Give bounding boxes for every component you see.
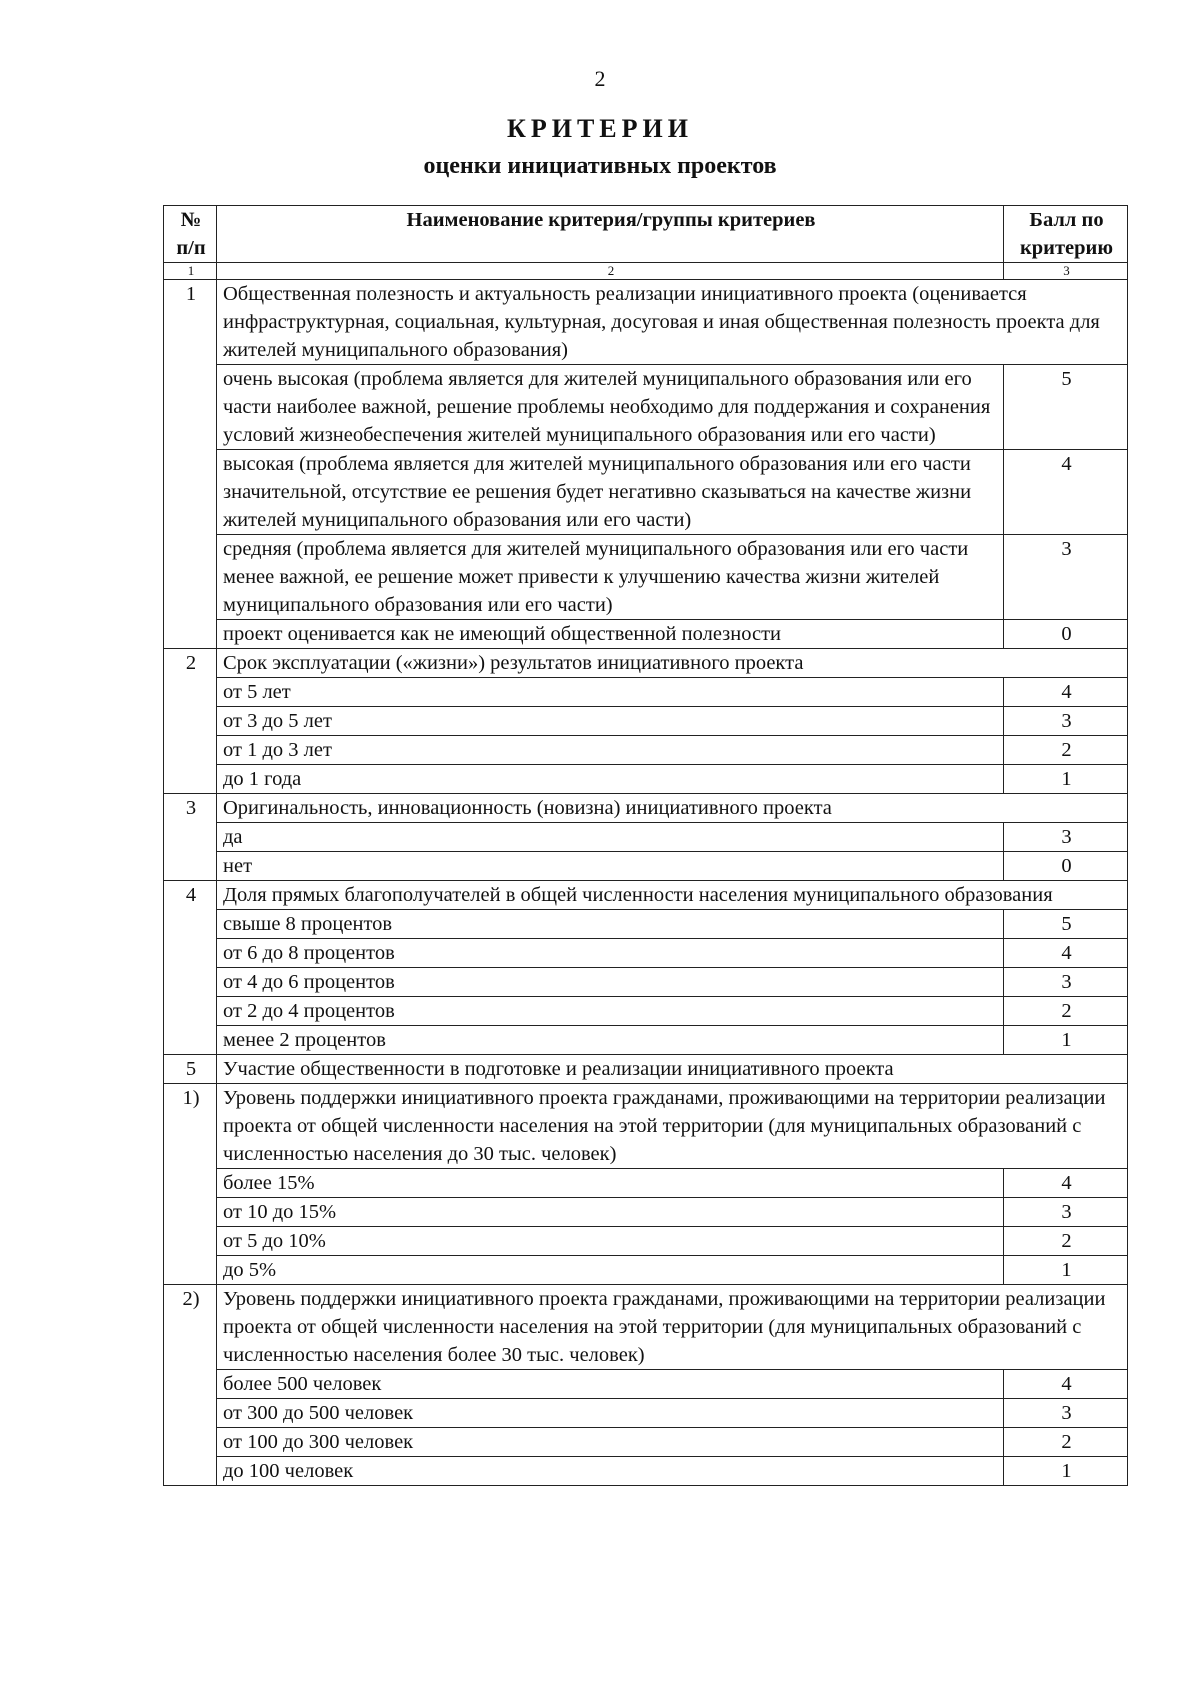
criterion-group-row xyxy=(164,280,1128,365)
criterion-item-row xyxy=(164,620,1128,649)
criterion-group-row xyxy=(164,1055,1128,1084)
criteria-table-body xyxy=(164,206,1128,1486)
criterion-group-name: Уровень поддержки инициативного проекта гражданами, проживающими на территории реализации проекта от общей численности населения на этой территории (для муниципальных образований с численностью населения до 30 тыс. человек) xyxy=(217,1084,1128,1169)
criterion-score: 3 xyxy=(1004,968,1128,997)
header-number: № п/п xyxy=(164,206,217,263)
criterion-item-name: более 15% xyxy=(217,1169,1004,1198)
criterion-score: 1 xyxy=(1004,1256,1128,1285)
criterion-item-name: нет xyxy=(217,852,1004,881)
table-header-row xyxy=(164,206,1128,263)
criterion-item-name: от 10 до 15% xyxy=(217,1198,1004,1227)
column-numbers-row xyxy=(164,263,1128,280)
criterion-item-name: от 5 до 10% xyxy=(217,1227,1004,1256)
criterion-item-row xyxy=(164,1256,1128,1285)
criterion-item-row xyxy=(164,535,1128,620)
criterion-group-name: Срок эксплуатации («жизни») результатов инициативного проекта xyxy=(217,649,1128,678)
criterion-item-row xyxy=(164,707,1128,736)
criterion-group-name: Уровень поддержки инициативного проекта гражданами, проживающими на территории реализации проекта от общей численности населения на этой территории (для муниципальных образований с численностью населения более 30 тыс. человек) xyxy=(217,1285,1128,1370)
criterion-group-row xyxy=(164,881,1128,910)
criterion-item-row xyxy=(164,450,1128,535)
criterion-item-name: да xyxy=(217,823,1004,852)
criterion-score: 2 xyxy=(1004,736,1128,765)
criterion-score: 1 xyxy=(1004,1026,1128,1055)
column-number: 3 xyxy=(1004,263,1128,280)
column-number: 2 xyxy=(217,263,1004,280)
criterion-item-row xyxy=(164,365,1128,450)
criterion-group-name: Доля прямых благополучателей в общей численности населения муниципального образования xyxy=(217,881,1128,910)
criterion-score: 4 xyxy=(1004,450,1128,535)
criterion-item-name: от 1 до 3 лет xyxy=(217,736,1004,765)
criterion-item-name: до 100 человек xyxy=(217,1457,1004,1486)
page-number: 2 xyxy=(594,66,606,91)
criterion-score: 4 xyxy=(1004,1370,1128,1399)
criterion-group-row xyxy=(164,1285,1128,1370)
criterion-item-row xyxy=(164,1169,1128,1198)
criterion-item-row xyxy=(164,736,1128,765)
criterion-item-row xyxy=(164,1227,1128,1256)
criterion-item-name: до 5% xyxy=(217,1256,1004,1285)
criterion-item-row xyxy=(164,1457,1128,1486)
criterion-item-name: от 4 до 6 процентов xyxy=(217,968,1004,997)
criterion-score: 5 xyxy=(1004,365,1128,450)
criterion-item-row xyxy=(164,823,1128,852)
criterion-group-row xyxy=(164,1084,1128,1169)
document-subtitle: оценки инициативных проектов xyxy=(423,153,777,179)
criterion-item-row xyxy=(164,678,1128,707)
criterion-item-name: от 3 до 5 лет xyxy=(217,707,1004,736)
criterion-item-name: свыше 8 процентов xyxy=(217,910,1004,939)
criterion-item-row xyxy=(164,1370,1128,1399)
criterion-item-row xyxy=(164,1198,1128,1227)
criterion-number: 1 xyxy=(164,280,217,649)
criterion-group-name: Оригинальность, инновационность (новизна) инициативного проекта xyxy=(217,794,1128,823)
header-name: Наименование критерия/группы критериев xyxy=(217,206,1004,263)
criterion-item-name: от 300 до 500 человек xyxy=(217,1399,1004,1428)
criterion-score: 2 xyxy=(1004,1428,1128,1457)
criterion-number: 3 xyxy=(164,794,217,881)
criterion-item-name: проект оценивается как не имеющий общественной полезности xyxy=(217,620,1004,649)
criterion-number: 1) xyxy=(164,1084,217,1285)
criterion-score: 3 xyxy=(1004,1198,1128,1227)
criterion-item-row xyxy=(164,997,1128,1026)
criterion-score: 5 xyxy=(1004,910,1128,939)
criterion-item-name: средняя (проблема является для жителей муниципального образования или его части менее важной, ее решение может привести к улучшению качества жизни жителей муниципального образования или его части) xyxy=(217,535,1004,620)
criterion-item-row xyxy=(164,1026,1128,1055)
criterion-score: 2 xyxy=(1004,1227,1128,1256)
criterion-group-row xyxy=(164,649,1128,678)
criteria-table xyxy=(163,205,1128,1486)
criterion-score: 3 xyxy=(1004,823,1128,852)
criterion-group-row xyxy=(164,794,1128,823)
header-score: Балл по критерию xyxy=(1004,206,1128,263)
criterion-score: 4 xyxy=(1004,939,1128,968)
criterion-item-name: до 1 года xyxy=(217,765,1004,794)
criterion-item-name: от 5 лет xyxy=(217,678,1004,707)
column-number: 1 xyxy=(164,263,217,280)
document-title: КРИТЕРИИ xyxy=(507,114,693,143)
criterion-item-row xyxy=(164,852,1128,881)
criterion-item-name: очень высокая (проблема является для жителей муниципального образования или его части наиболее важной, решение проблемы необходимо для поддержания и сохранения условий жизнеобеспечения жителей муниципального образования или его части) xyxy=(217,365,1004,450)
criterion-number: 4 xyxy=(164,881,217,1055)
criterion-item-row xyxy=(164,765,1128,794)
criterion-group-name: Участие общественности в подготовке и реализации инициативного проекта xyxy=(217,1055,1128,1084)
criterion-item-row xyxy=(164,968,1128,997)
criterion-score: 1 xyxy=(1004,765,1128,794)
criterion-item-row xyxy=(164,1399,1128,1428)
criterion-score: 0 xyxy=(1004,620,1128,649)
criterion-item-name: более 500 человек xyxy=(217,1370,1004,1399)
criterion-item-name: от 100 до 300 человек xyxy=(217,1428,1004,1457)
criterion-item-name: менее 2 процентов xyxy=(217,1026,1004,1055)
criterion-number: 5 xyxy=(164,1055,217,1084)
criterion-score: 4 xyxy=(1004,678,1128,707)
criterion-score: 3 xyxy=(1004,535,1128,620)
criterion-score: 3 xyxy=(1004,1399,1128,1428)
criterion-score: 0 xyxy=(1004,852,1128,881)
criterion-score: 4 xyxy=(1004,1169,1128,1198)
criterion-number: 2) xyxy=(164,1285,217,1486)
criterion-item-row xyxy=(164,939,1128,968)
criterion-item-name: от 2 до 4 процентов xyxy=(217,997,1004,1026)
criterion-item-name: высокая (проблема является для жителей муниципального образования или его части значительной, отсутствие ее решения будет негативно сказываться на качестве жизни жителей муниципального образования или его части) xyxy=(217,450,1004,535)
criterion-score: 1 xyxy=(1004,1457,1128,1486)
criterion-item-name: от 6 до 8 процентов xyxy=(217,939,1004,968)
criterion-number: 2 xyxy=(164,649,217,794)
criterion-item-row xyxy=(164,910,1128,939)
criterion-group-name: Общественная полезность и актуальность реализации инициативного проекта (оценивается инфраструктурная, социальная, культурная, досуговая и иная общественная полезность проекта для жителей муниципального образования) xyxy=(217,280,1128,365)
criterion-score: 2 xyxy=(1004,997,1128,1026)
criterion-score: 3 xyxy=(1004,707,1128,736)
criterion-item-row xyxy=(164,1428,1128,1457)
